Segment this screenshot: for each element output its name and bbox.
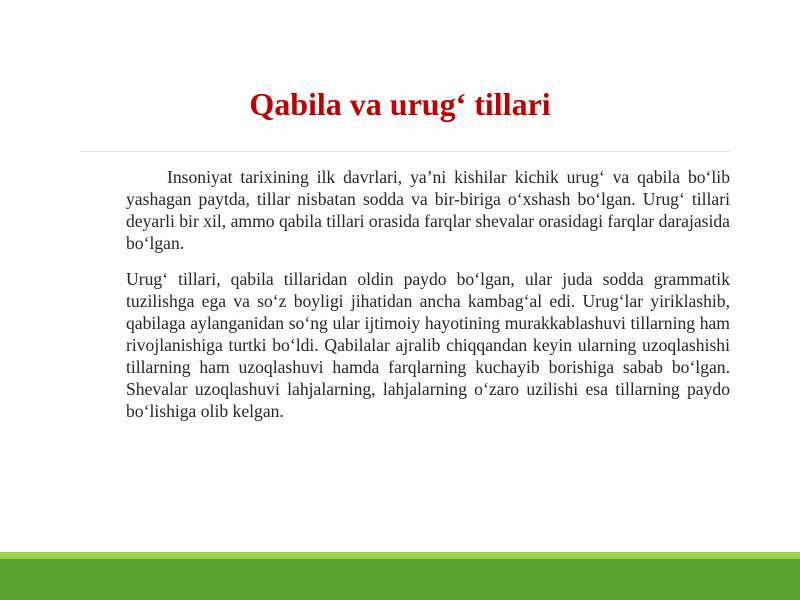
slide-body (126, 166, 730, 422)
paragraph-1: Insoniyat tarixining ilk davrlari, ya’ni kishilar kichik urug‘ va qabila bo‘lib yashagan paytda, tillar nisbatan sodda va bir-biriga o‘xshash bo‘lgan. Urug‘ tillari deyarli bir xil, ammo qabila tillari orasida farqlar shevalar orasidagi farqlar darajasida bo‘lgan. (126, 167, 730, 253)
paragraph-2: Urug‘ tillari, qabila tillaridan oldin paydo bo‘lgan, ular juda sodda grammatik tuzilishga ega va so‘z boyligi jihatidan ancha kambag‘al edi. Urug‘lar yiriklashib, qabilaga aylanganidan so‘ng ular ijtimoiy hayotining murakkablashuvi tillarning ham rivojlanishiga turtki bo‘ldi. Qabilalar ajralib chiqqandan keyin ularning uzoqlashishi tillarning ham uzoqlashuvi hamda farqlarning kuchayib borishiga sabab bo‘lgan. Shevalar uzoqlashuvi lahjalarning, lahjalarning o‘zaro uzilishi esa tillarning paydo bo‘lishiga olib kelgan. (126, 269, 730, 421)
footer-accent-bar (0, 552, 800, 559)
slide-title: Qabila va urug‘ tillari (249, 86, 551, 122)
title-divider (80, 151, 730, 152)
footer-bar (0, 559, 800, 600)
